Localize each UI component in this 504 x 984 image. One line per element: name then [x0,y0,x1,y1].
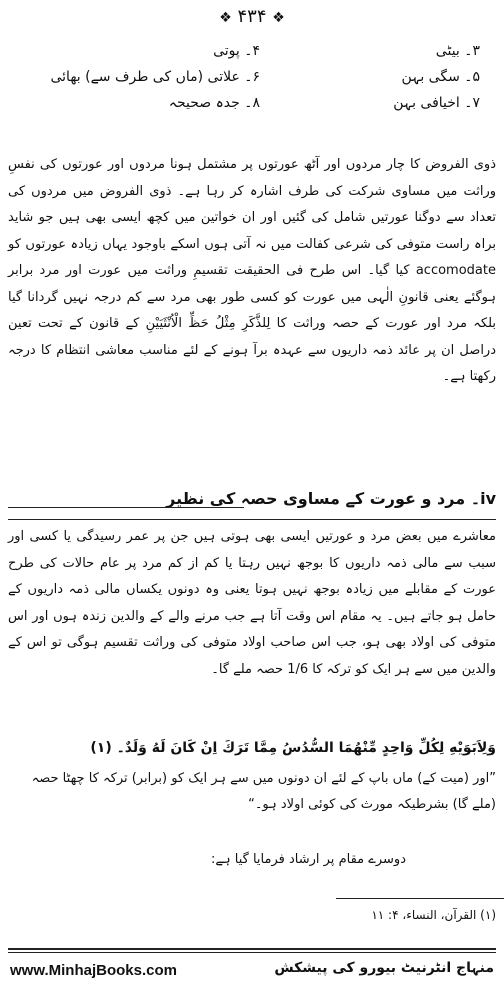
heir-list [40,38,480,116]
footer-divider [8,948,496,950]
list-item: ۶۔ علاتی (ماں کی طرف سے) بھائی [50,69,260,85]
list-row [40,38,480,64]
list-item: ۳۔ بیٹی [435,43,480,59]
page-number [0,6,504,27]
footnote: (۱) القرآن، النساء، ۴: ۱۱ [371,908,496,922]
footnote-divider [336,898,504,899]
heading-underline [8,519,496,520]
ornament-right-icon: ❖ [272,10,285,26]
heading-rule [8,507,244,508]
section-heading-text: iv۔ مرد و عورت کے مساوی حصہ کی نظیر [166,489,496,508]
footer-url-link[interactable]: www.MinhajBooks.com [10,962,177,979]
quran-verse: وَلِاَبَوَیْهِ لِكُلِّ وَاحِدٍ مِّنْهُمَا السُّدُسُ مِمَّا تَرَكَ اِنْ كَانَ لَهُ وَلَدٌ۔ (۱) [90,740,496,756]
list-item: ۷۔ اخیافی بہن [393,95,480,111]
ornament-left-icon: ❖ [219,10,232,26]
list-row [40,64,480,90]
list-row [40,90,480,116]
page-number-text: ۴۳۴ [237,6,267,27]
paragraph-1: ذوی الفروض کا چار مردوں اور آٹھ عورتوں پر مشتمل ہونا مردوں اور عورتوں کی نفسِ وراثت میں مساوی شرکت کی طرف اشارہ کر رہا ہے۔ ذوی الفروض میں مردوں کی تعداد سے دوگنا عورتیں شامل کی گئیں اور ان خواتین میں کچھ ایسی بھی ہیں جو شاید براہ راست متوفی کی شرعی کفالت میں نہ آتی ہوں اسکے باوجود یہاں زیادہ عورتوں کو accomodate کیا گیا۔ اس طرح فی الحقیقت تقسیمِ وراثت میں عورت اور مرد برابر ہوگئے یعنی قانونِ الٰہی میں عورت کو کسی طور بھی مرد سے کم درجہ نہیں گردانا گیا بلکہ مرد اور عورت کے حصہ وراثت کا لِلذَّکَرِ مِثْلُ حَظِّ الْاُنْثَیَیْنِ کے قانون کے تحت تعین دراصل ان پر عائد ذمہ داریوں سے عہدہ برآ ہونے کے لئے مناسب معاشی انتظام کا درجہ رکھتا ہے۔ [8,157,496,384]
list-item: ۵۔ سگی بہن [401,69,480,85]
footer-divider-thin [8,952,496,953]
section-heading [8,485,496,513]
footer-publisher: منہاج انٹرنیٹ بیورو کی پیشکش [274,960,494,976]
paragraph-2: معاشرے میں بعض مرد و عورتیں ایسی بھی ہوتی ہیں جن پر عمر رسیدگی یا کسی اور سبب سے مالی ذمہ داریوں کا بوجھ نہیں رہتا یا کم از کم مرد پر عام حالات کی طرح عورت کے مقابلے میں زیادہ بوجھ نہیں ہوتا یعنی وہ دونوں یکساں مالی ذمہ داریوں کے حامل ہو جاتے ہیں۔ یہ مقام اس وقت آتا ہے جب مرنے والے کے والدین زندہ ہوں اور اس متوفی کی اولاد بھی ہو، جب اس صاحب اولاد متوفی کی وراثت تقسیم ہوگی تو اس کے والدین میں سے ہر ایک کو ترکہ کا 1/6 حصہ ملے گا۔ [8,529,496,677]
list-item: ۴۔ پوتی [213,43,260,59]
closing-line: دوسرے مقام پر ارشاد فرمایا گیا ہے: [211,852,406,867]
list-item: ۸۔ جدہ صحیحہ [168,95,260,111]
verse-translation: ”اور (میت کے) ماں باپ کے لئے ان دونوں میں سے ہر ایک کو (برابر) ترکہ کا چھٹا حصہ (ملے گا) بشرطیکہ مورث کی کوئی اولاد ہو۔“ [31,771,496,812]
